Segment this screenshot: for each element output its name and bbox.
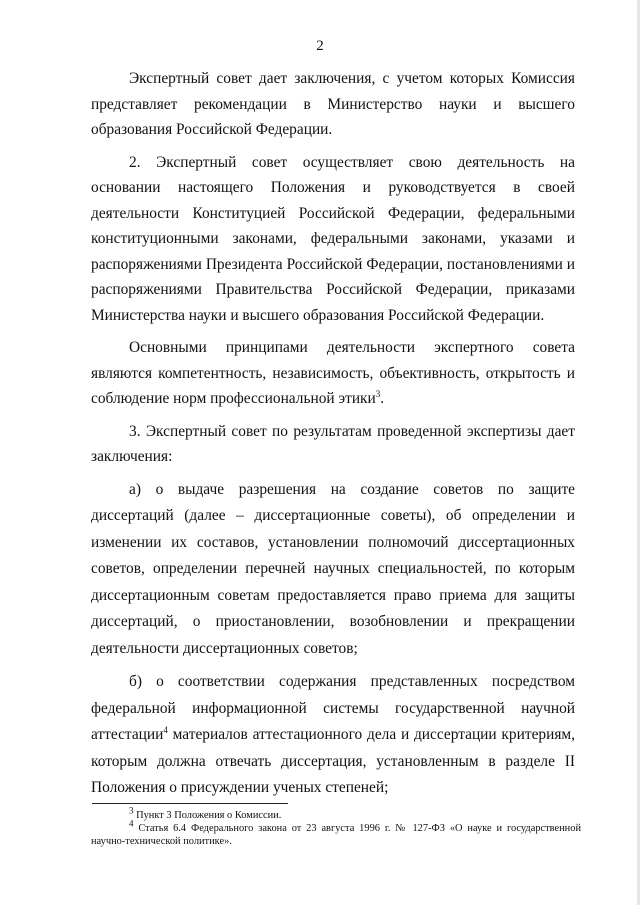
- footnote-4: [91, 818, 581, 848]
- principles-text: Основными принципами деятельности экспертного совета являются компетентность, независимость, объективность, открытость и соблюдение норм профессиональной этики: [91, 339, 575, 407]
- paragraph-principles: [91, 335, 575, 412]
- footnote-4-text: Статья 6.4 Федерального закона от 23 августа 1996 г. № 127-ФЗ «О науке и государственной научно-технической политике».: [91, 823, 581, 847]
- footnote-4-mark: 4: [129, 818, 134, 829]
- footnote-ref-4: 4: [163, 724, 168, 735]
- footnote-3-text: Пункт 3 Положения о Комиссии.: [133, 810, 282, 821]
- footnote-3: [91, 805, 581, 822]
- paragraph-item-a: а) о выдаче разрешения на создание советов по защите диссертаций (далее – диссертационные советы), об определении и изменении их составов, установлении полномочий диссертационных советов, определении перечней научных специальностей, по которым диссертационным советам предоставляется право приема для защиты диссертаций, о приостановлении, возобновлении и прекращении деятельности диссертационных советов;: [91, 480, 575, 657]
- paragraph-legal-basis: 2. Экспертный совет осуществляет свою деятельность на основании настоящего Положения и руководствуется в своей деятельности Конституцией Российской Федерации, федеральными конституционными законами, федеральными законами, указами и распоряжениями Президента Российской Федерации, постановлениями и распоряжениями Правительства Российской Федерации, приказами Министерства науки и высшего образования Российской Федерации.: [91, 153, 575, 324]
- footnotes: [91, 805, 581, 848]
- footnote-3-mark: 3: [129, 805, 134, 816]
- paragraph-conclusions-intro: 3. Экспертный совет по результатам проведенной экспертизы дает заключения:: [91, 422, 575, 465]
- footnote-separator: [92, 803, 288, 804]
- paragraph-item-b: [91, 669, 575, 802]
- item-b-text-after: материалов аттестационного дела и диссертации критериям, которым должна отвечать диссертация, установленным в разделе II Положения о присуждении ученых степеней;: [91, 726, 575, 796]
- principles-tail: .: [380, 390, 385, 407]
- paragraph-commission-recommendations: Экспертный совет дает заключения, с учетом которых Комиссия представляет рекомендации в Министерство науки и высшего образования Российской Федерации.: [91, 70, 575, 138]
- footnote-ref-3: 3: [375, 388, 381, 399]
- item-b-text-before: б) о соответствии содержания представленных посредством федеральной информационной системы государственной научной аттестации: [91, 673, 575, 743]
- document-body: [91, 66, 575, 809]
- page-number: 2: [316, 38, 324, 54]
